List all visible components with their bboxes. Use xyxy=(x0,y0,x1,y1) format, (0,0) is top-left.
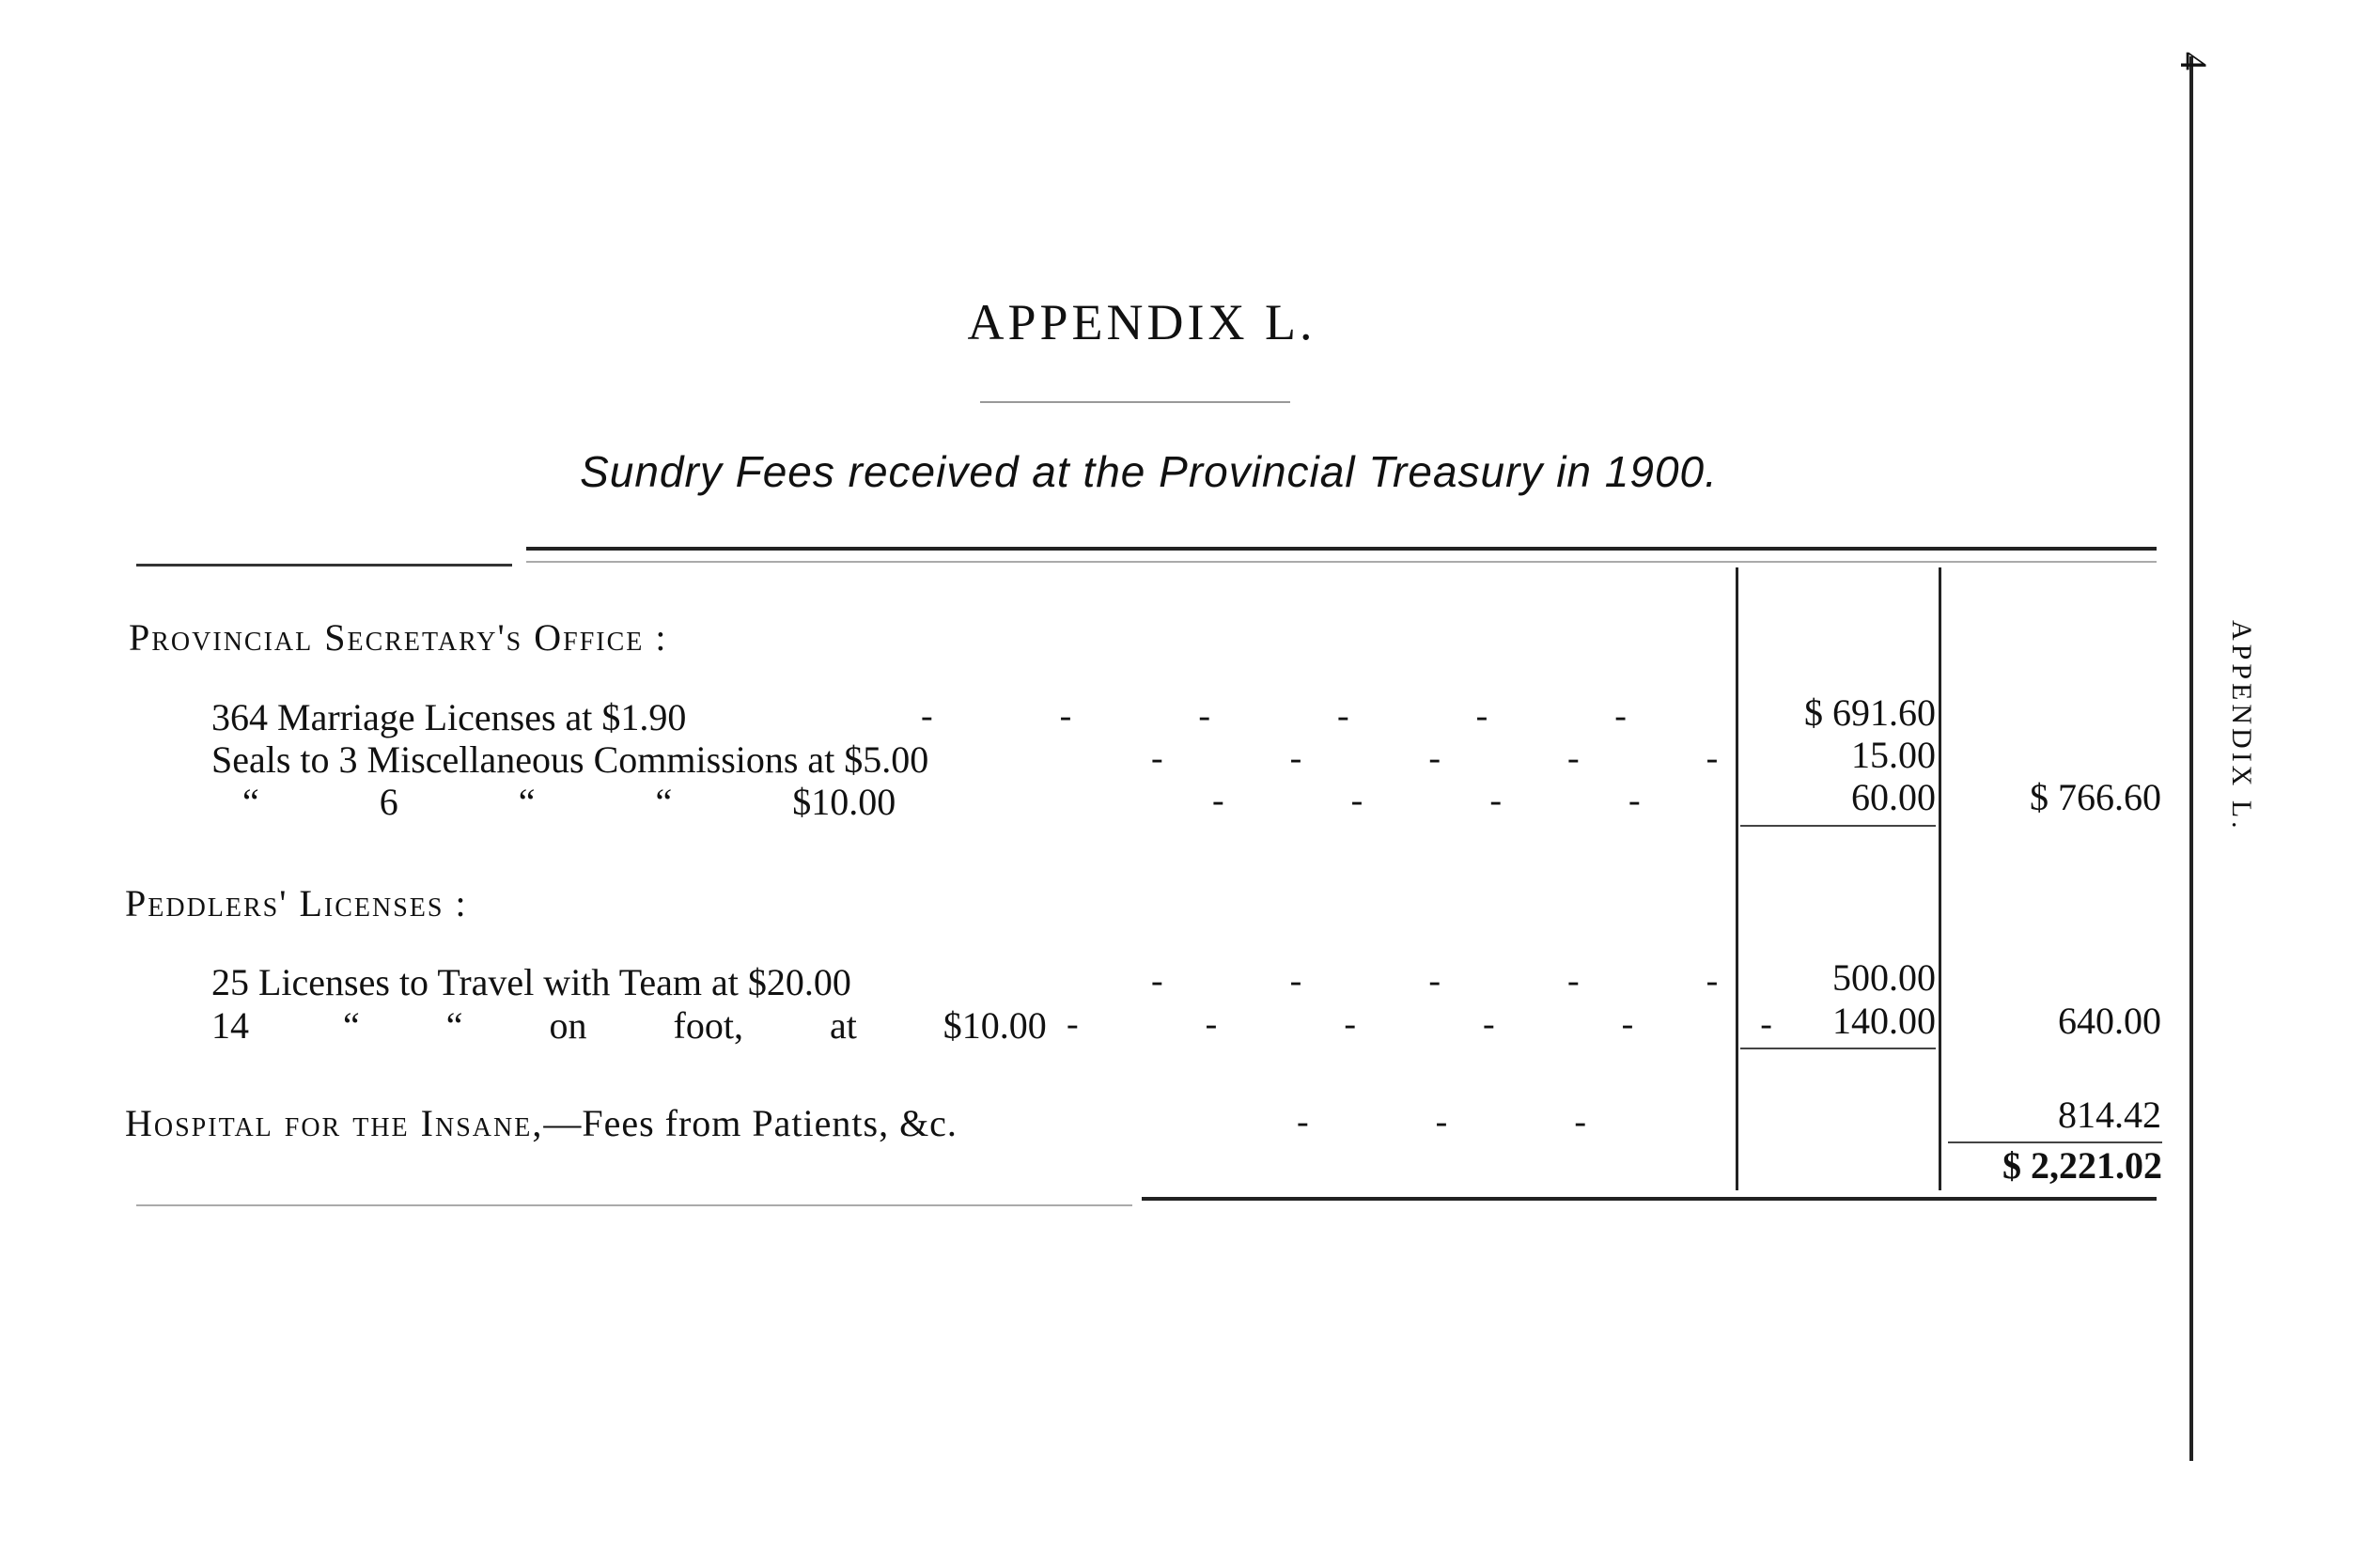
item-seals-6-commissions: “ 6 “ “ $10.00 xyxy=(242,781,896,823)
grand-total: $ 2,221.02 xyxy=(2002,1144,2162,1187)
table-top-rule-faint xyxy=(526,561,2157,563)
subtotal-rule xyxy=(1740,1048,1936,1049)
amount-on-foot: 140.00 xyxy=(1832,1000,1936,1042)
subtotal-peddlers: 640.00 xyxy=(2058,1000,2161,1042)
column-divider-1 xyxy=(1736,567,1738,1190)
title-divider xyxy=(980,401,1290,403)
item-seals-3-commissions: Seals to 3 Miscellaneous Commissions at $5.00 xyxy=(211,738,929,781)
dot-leader: - - - - - - xyxy=(921,696,1627,736)
dot-leader: - - - - - xyxy=(1151,961,1719,1001)
item-qty: 14 xyxy=(211,1004,249,1047)
dot-leader: - - - xyxy=(1297,1102,1586,1141)
dot-leader: - - - - - xyxy=(1151,738,1719,778)
table-top-rule xyxy=(526,547,2157,551)
page-title: APPENDIX L. xyxy=(967,294,1316,350)
page-number: 4 xyxy=(2173,52,2215,70)
section-heading-hospital: Hospital for the Insane, xyxy=(125,1102,544,1144)
item-qty: 25 xyxy=(211,961,249,1003)
table-top-rule-left xyxy=(136,564,512,567)
page-subtitle: Sundry Fees received at the Provincial Treasury in 1900. xyxy=(580,447,1718,496)
dot-leader: - - - - xyxy=(1212,781,1641,820)
amount-travel-with-team: 500.00 xyxy=(1832,956,1936,999)
item-description: Licenses to Travel with Team at $20.00 xyxy=(258,961,851,1003)
dot-leader: - - - - - - xyxy=(1067,1004,1772,1044)
item-qty: 364 xyxy=(211,696,268,738)
subtotal-provincial-secretary: $ 766.60 xyxy=(2030,776,2161,818)
amount-seals-6: 60.00 xyxy=(1851,776,1936,818)
section-hospital xyxy=(125,1101,958,1145)
amount-seals-3: 15.00 xyxy=(1851,734,1936,776)
running-title: APPENDIX L. xyxy=(2226,620,2257,832)
table-bottom-rule xyxy=(1142,1197,2157,1201)
item-on-foot xyxy=(211,1003,1047,1048)
table-bottom-rule-faint xyxy=(136,1204,1132,1206)
section-heading-provincial-secretary: Provincial Secretary's Office : xyxy=(129,616,668,659)
subtotal-hospital: 814.42 xyxy=(2058,1094,2161,1136)
item-description: “ “ on foot, at $10.00 xyxy=(343,1004,1047,1047)
subtotal-rule xyxy=(1740,825,1936,827)
item-marriage-licenses xyxy=(211,695,686,739)
item-travel-with-team xyxy=(211,960,851,1004)
binding-line xyxy=(2189,56,2193,1461)
section-detail-hospital: —Fees from Patients, &c. xyxy=(543,1102,958,1144)
amount-marriage-licenses: $ 691.60 xyxy=(1804,691,1936,734)
item-description: Marriage Licenses at $1.90 xyxy=(277,696,687,738)
column-divider-2 xyxy=(1939,567,1941,1190)
section-heading-peddlers: Peddlers' Licenses : xyxy=(125,882,468,924)
